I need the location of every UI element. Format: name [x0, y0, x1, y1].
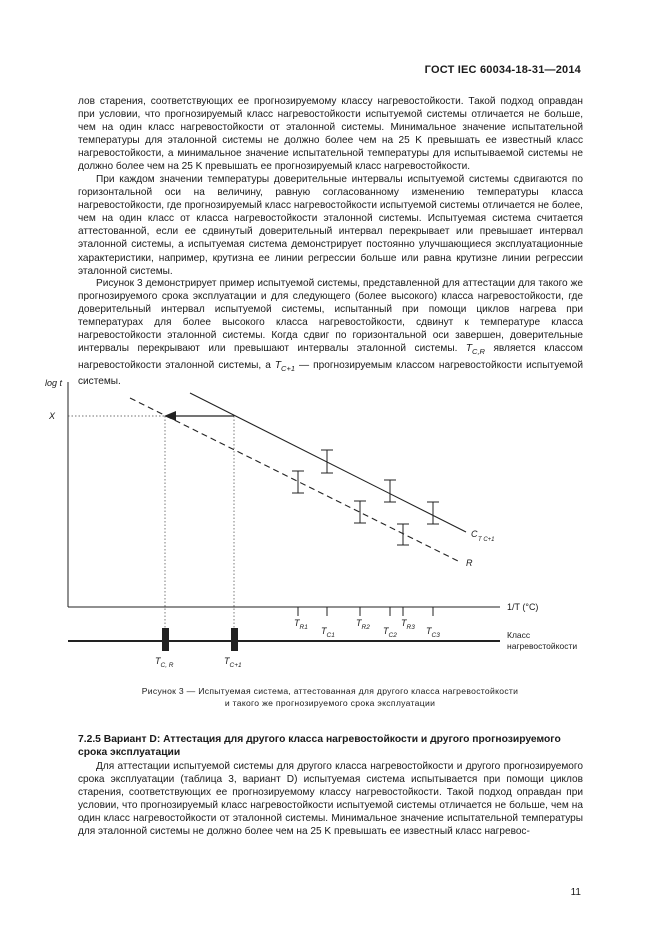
error-bar [397, 524, 409, 545]
regression-line-r [130, 398, 458, 561]
class-mark-label-tc1: $T_{C+1}$ [224, 656, 242, 669]
paragraph-2: При каждом значении температуры доверительные интервалы испытуемой системы сдвигаются по горизонтальной оси на величину, равную согласованному изменению температуры класса нагревостойкости, где прогнозируемый класс нагревостойкости испытуемой системы отличается не более, чем на один класс от класса нагревостойкости эталонной системы. Испытуемая система считается аттестованной, если ее сдвинутый доверительный интервал перекрывает или превышает интервал эталонной системы, а испытуемая система демонстрирует постоянно улучшающиеся эксплуатационные характеристики, например, крутизна ее линии регрессии больше или равна крутизне линии регрессии эталонной системы. [78, 174, 583, 277]
tick-label-tr2: $T_{R2}$ [356, 618, 370, 631]
figure-caption [90, 685, 570, 709]
y-axis-label: log t [45, 378, 63, 388]
error-bar [321, 450, 333, 473]
tick-label-tc1: $T_{C1}$ [321, 626, 335, 639]
class-mark-tc1 [231, 628, 238, 651]
class-label-line1: Класс [507, 630, 531, 640]
symbol-tcr: $T_{C,R}$ [465, 343, 485, 357]
section-heading: 7.2.5 Вариант D: Аттестация для другого класса нагревостойкости и другого прогнозируемого срока эксплуатации [78, 734, 561, 759]
document-header: ГОСТ IEC 60034-18-31—2014 [424, 64, 581, 76]
line-r-label: R [466, 558, 473, 568]
class-label-line2: нагревостойкости [507, 641, 578, 651]
line-c-label: C [471, 529, 478, 539]
class-mark-tcr [162, 628, 169, 651]
x-marker-label: X [49, 411, 56, 421]
paragraph-4: Для аттестации испытуемой системы для другого класса нагревостойкости и другого прогнозируемого срока эксплуатации (таблица 3, вариант D) испытуемая система испытывается при помощи циклов старения, соответствующих ее прогнозируемому классу нагревостойкости. Такой подход оправдан при условии, что прогнозируемый класс нагревостойкости испытуемой системы отличается не больше, чем на один класс нагревостойкости от эталонной системы. Минимальное значение испытательной температуры для эталонной системы не должно более чем на 25 K превышать ее известный класс нагревос- [78, 761, 583, 838]
error-bar [354, 501, 366, 523]
figure-3-diagram [0, 370, 661, 670]
caption-line-1: Рисунок 3 — Испытуемая система, аттестованная для другого класса нагревостойкости [141, 686, 519, 696]
regression-line-c [190, 393, 466, 532]
paragraph-3-start: Рисунок 3 демонстрирует пример испытуемой системы, представленной для аттестации для такого же прогнозируемого срока эксплуатации и для следующего (более высокого) класса нагревостойкости, где доверительный интервал испытуемой системы, испытанный при помощи циклов нагрева при температурах для более высокого класса нагревостойкости, сдвинут к температуре класса нагревостойкости эталонной системы. Когда сдвиг по горизонтальной оси завершен, доверительные интервалы перекрывают или превышают интервалы эталонной системы. [78, 278, 583, 355]
paragraph-3-mid: является классом нагревостойкости эталонной системы, а [78, 343, 583, 371]
error-bar [292, 471, 304, 493]
line-c-sub: T C+1 [478, 537, 495, 543]
page-number: 11 [570, 887, 581, 898]
caption-line-2: и такого же прогнозируемого срока эксплуатации [224, 698, 436, 708]
paragraph-3-end: — прогнозируемым классом нагревостойкости испытуемой системы. [78, 359, 583, 387]
paragraph-1: лов старения, соответствующих ее прогнозируемому классу нагревостойкости. Такой подход оправдан при условии, что прогнозируемый класс нагревостойкости испытуемой системы отличается не больше, чем на один класс нагревостойкости от эталонной системы. Минимальное значение испытательной температуры для эталонной системы не должно более чем на 25 K превышать ее известный класс нагревостойкости, а минимальное значение испытательной температуры для испытываемой системы не должно более чем на 25 K превышать ее прогнозируемый класс нагревостойкости. [78, 96, 583, 173]
tick-label-tc3: $T_{C3}$ [426, 626, 440, 639]
x-axis-label: 1/T (°C) [507, 602, 539, 612]
class-mark-label-tcr: $T_{C, R}$ [155, 656, 174, 669]
symbol-tc1: $T_{C+1}$ [274, 359, 295, 373]
tick-label-tc2: $T_{C2}$ [383, 626, 397, 639]
tick-label-tr3: $T_{R3}$ [401, 618, 415, 631]
tick-label-tr1: $T_{R1}$ [294, 618, 308, 631]
